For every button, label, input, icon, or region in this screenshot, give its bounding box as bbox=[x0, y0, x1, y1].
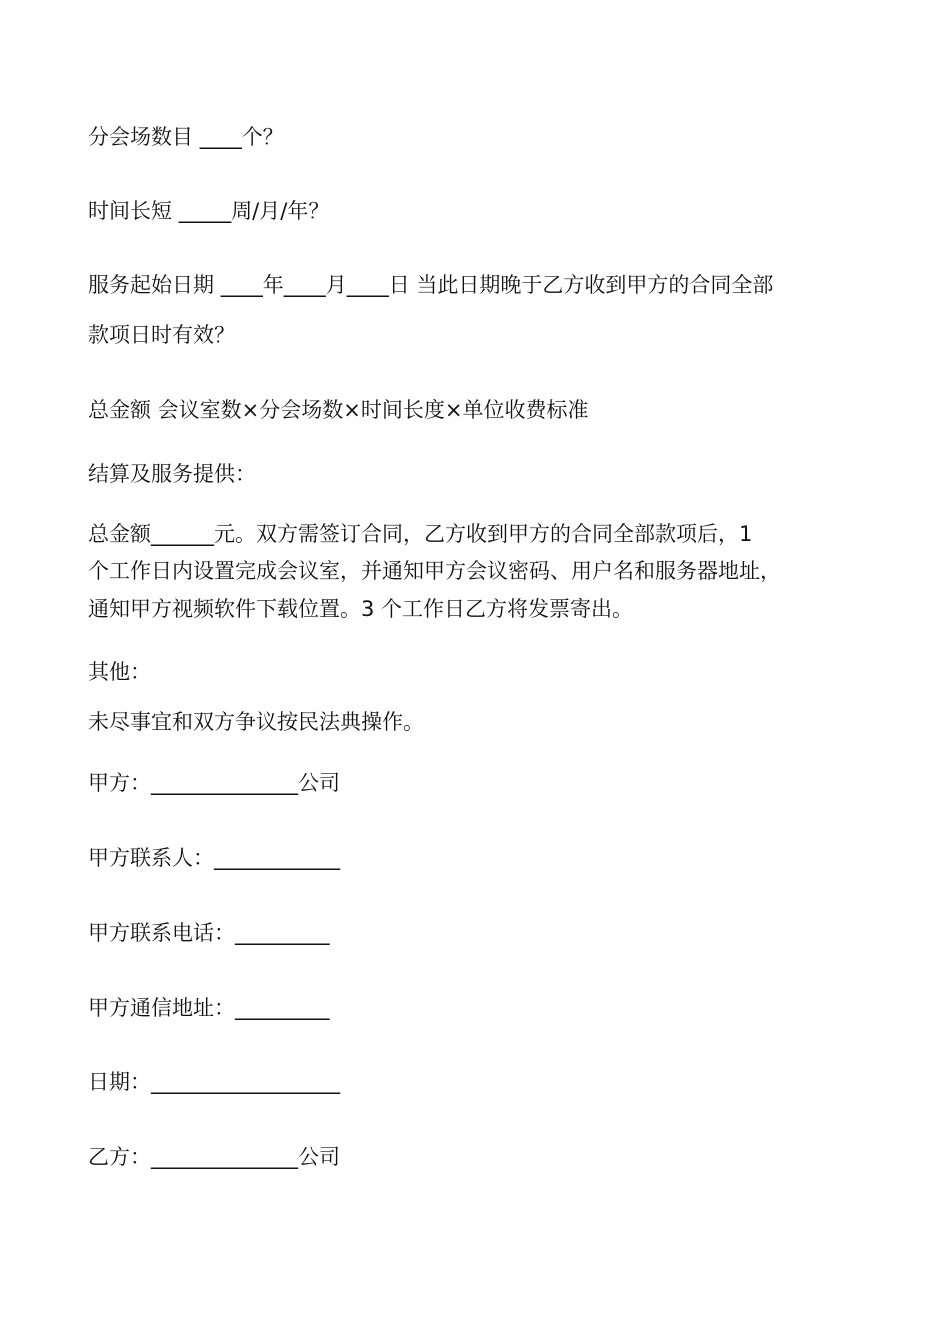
start-month-unit: 月 bbox=[325, 273, 347, 297]
venue-count-suffix: 个？ bbox=[241, 125, 284, 149]
party-a-blank: ______________ bbox=[151, 771, 298, 795]
venue-count-label: 分会场数目 bbox=[88, 125, 193, 149]
other-heading: 其他： bbox=[88, 660, 151, 684]
party-b-label: 乙方： bbox=[88, 1145, 151, 1169]
start-day-blank: ____ bbox=[346, 273, 389, 297]
party-a-contact-label: 甲方联系人： bbox=[88, 846, 214, 870]
party-a-line bbox=[88, 768, 340, 798]
venue-count-blank: ____ bbox=[199, 125, 242, 149]
settlement-total-label: 总金额 bbox=[88, 522, 151, 546]
settlement-line3: 通知甲方视频软件下载位置。3 个工作日乙方将发票寄出。 bbox=[88, 597, 634, 621]
party-a-phone-label: 甲方联系电话： bbox=[88, 921, 235, 945]
party-a-contact-line bbox=[88, 843, 340, 873]
party-b-suffix: 公司 bbox=[298, 1145, 340, 1169]
settlement-line1 bbox=[88, 519, 752, 549]
date-blank: __________________ bbox=[151, 1070, 340, 1094]
start-day-unit: 日 bbox=[388, 273, 410, 297]
party-b-blank: ______________ bbox=[151, 1145, 298, 1169]
start-year-unit: 年 bbox=[262, 273, 284, 297]
total-formula: 总金额 会议室数×分会场数×时间长度×单位收费标准 bbox=[88, 398, 589, 422]
settlement-total-blank: ______ bbox=[151, 522, 214, 546]
party-a-address-line bbox=[88, 993, 330, 1023]
start-note-line2: 款项日时有效？ bbox=[88, 323, 235, 347]
settlement-line1-text: 元。双方需签订合同，乙方收到甲方的合同全部款项后，1 bbox=[214, 522, 753, 546]
party-a-address-blank: _________ bbox=[235, 996, 330, 1020]
start-date-label: 服务起始日期 bbox=[88, 273, 214, 297]
party-a-address-label: 甲方通信地址： bbox=[88, 996, 235, 1020]
start-note-line1: 当此日期晚于乙方收到甲方的合同全部 bbox=[416, 273, 774, 297]
duration-line bbox=[88, 196, 329, 226]
duration-suffix: 周/月/年？ bbox=[231, 199, 330, 223]
settlement-line2: 个工作日内设置完成会议室，并通知甲方会议密码、用户名和服务器地址， bbox=[88, 559, 781, 583]
other-text: 未尽事宜和双方争议按民法典操作。 bbox=[88, 710, 424, 734]
party-a-label: 甲方： bbox=[88, 771, 151, 795]
start-month-blank: ____ bbox=[283, 273, 326, 297]
party-b-line bbox=[88, 1142, 340, 1172]
date-label: 日期： bbox=[88, 1070, 151, 1094]
party-a-phone-line bbox=[88, 918, 330, 948]
duration-blank: _____ bbox=[178, 199, 232, 223]
date-line bbox=[88, 1067, 340, 1097]
party-a-suffix: 公司 bbox=[298, 771, 340, 795]
party-a-phone-blank: _________ bbox=[235, 921, 330, 945]
settlement-heading: 结算及服务提供： bbox=[88, 462, 256, 486]
party-a-contact-blank: ____________ bbox=[214, 846, 340, 870]
start-year-blank: ____ bbox=[220, 273, 263, 297]
venue-count-line bbox=[88, 122, 284, 152]
start-date-line bbox=[88, 270, 773, 300]
duration-label: 时间长短 bbox=[88, 199, 172, 223]
